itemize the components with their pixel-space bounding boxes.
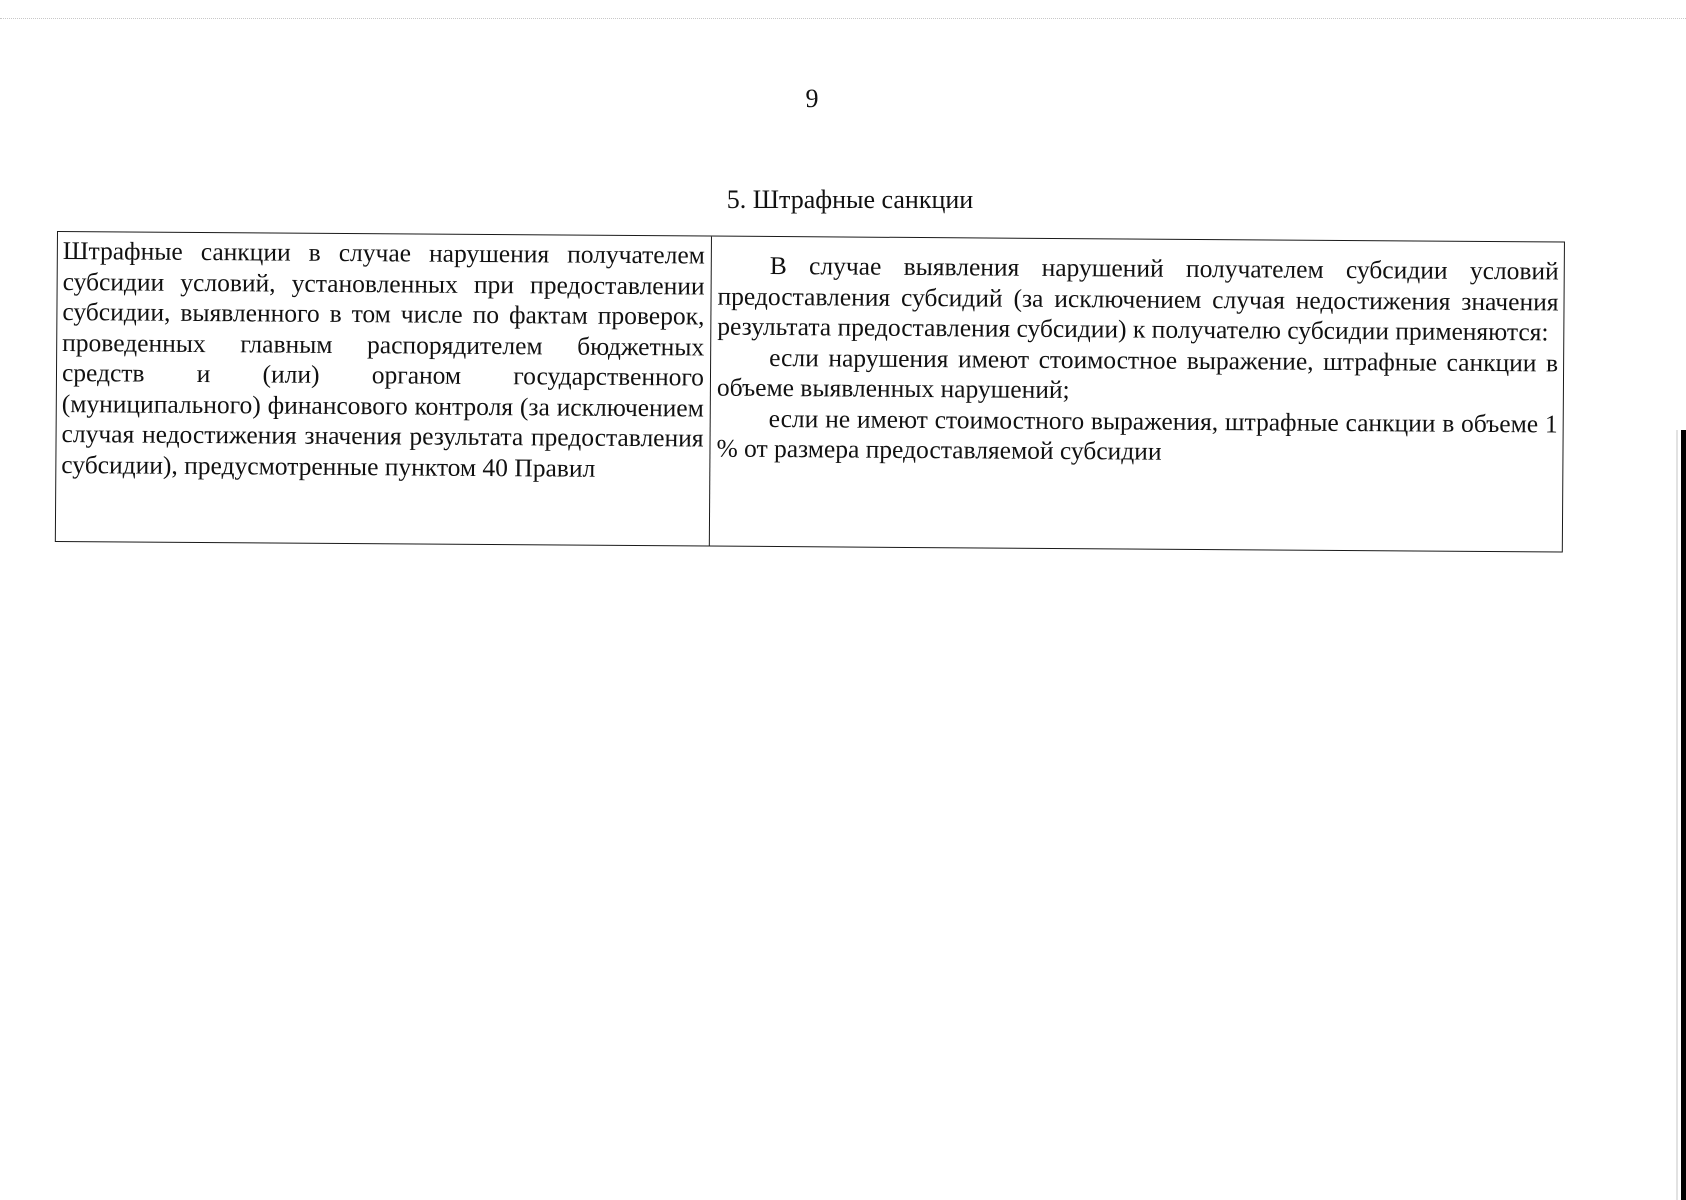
scan-artifact-top-line <box>0 18 1686 19</box>
sanctions-paragraph: В случае выявления нарушений получателем субсидии условий предоставления субсидий (за исключением случая недостижения значения результата предоставления субсидии) к получателю субсидии применяются: <box>717 250 1559 347</box>
table-cell-sanctions <box>716 251 1558 470</box>
scan-artifact-right-shadow <box>1676 430 1678 1200</box>
condition-text: Штрафные санкции в случае нарушения получателем субсидии условий, установленных при предоставлении субсидии, выявленного в том числе по фактам проверок, проведенных главным распорядителем бюджетных средств и (или) органом государственного (муниципального) финансового контроля (за исключением случая недостижения значения результата предоставления субсидии), предусмотренные пунктом 40 Правил <box>61 236 705 483</box>
sanctions-paragraph: если нарушения имеют стоимостное выражение, штрафные санкции в объеме выявленных нарушений; <box>716 342 1559 405</box>
column-divider <box>709 237 712 546</box>
sanctions-paragraph: если не имеют стоимостного выражения, штрафные санкции в объеме 1 % от размера предоставляемой субсидии <box>716 403 1558 466</box>
scan-artifact-right-edge <box>1681 430 1686 1200</box>
page-number: 9 <box>805 84 819 113</box>
sanctions-table <box>55 231 1565 553</box>
section-title: 5. Штрафные санкции <box>726 185 974 214</box>
table-cell-condition <box>61 236 705 484</box>
